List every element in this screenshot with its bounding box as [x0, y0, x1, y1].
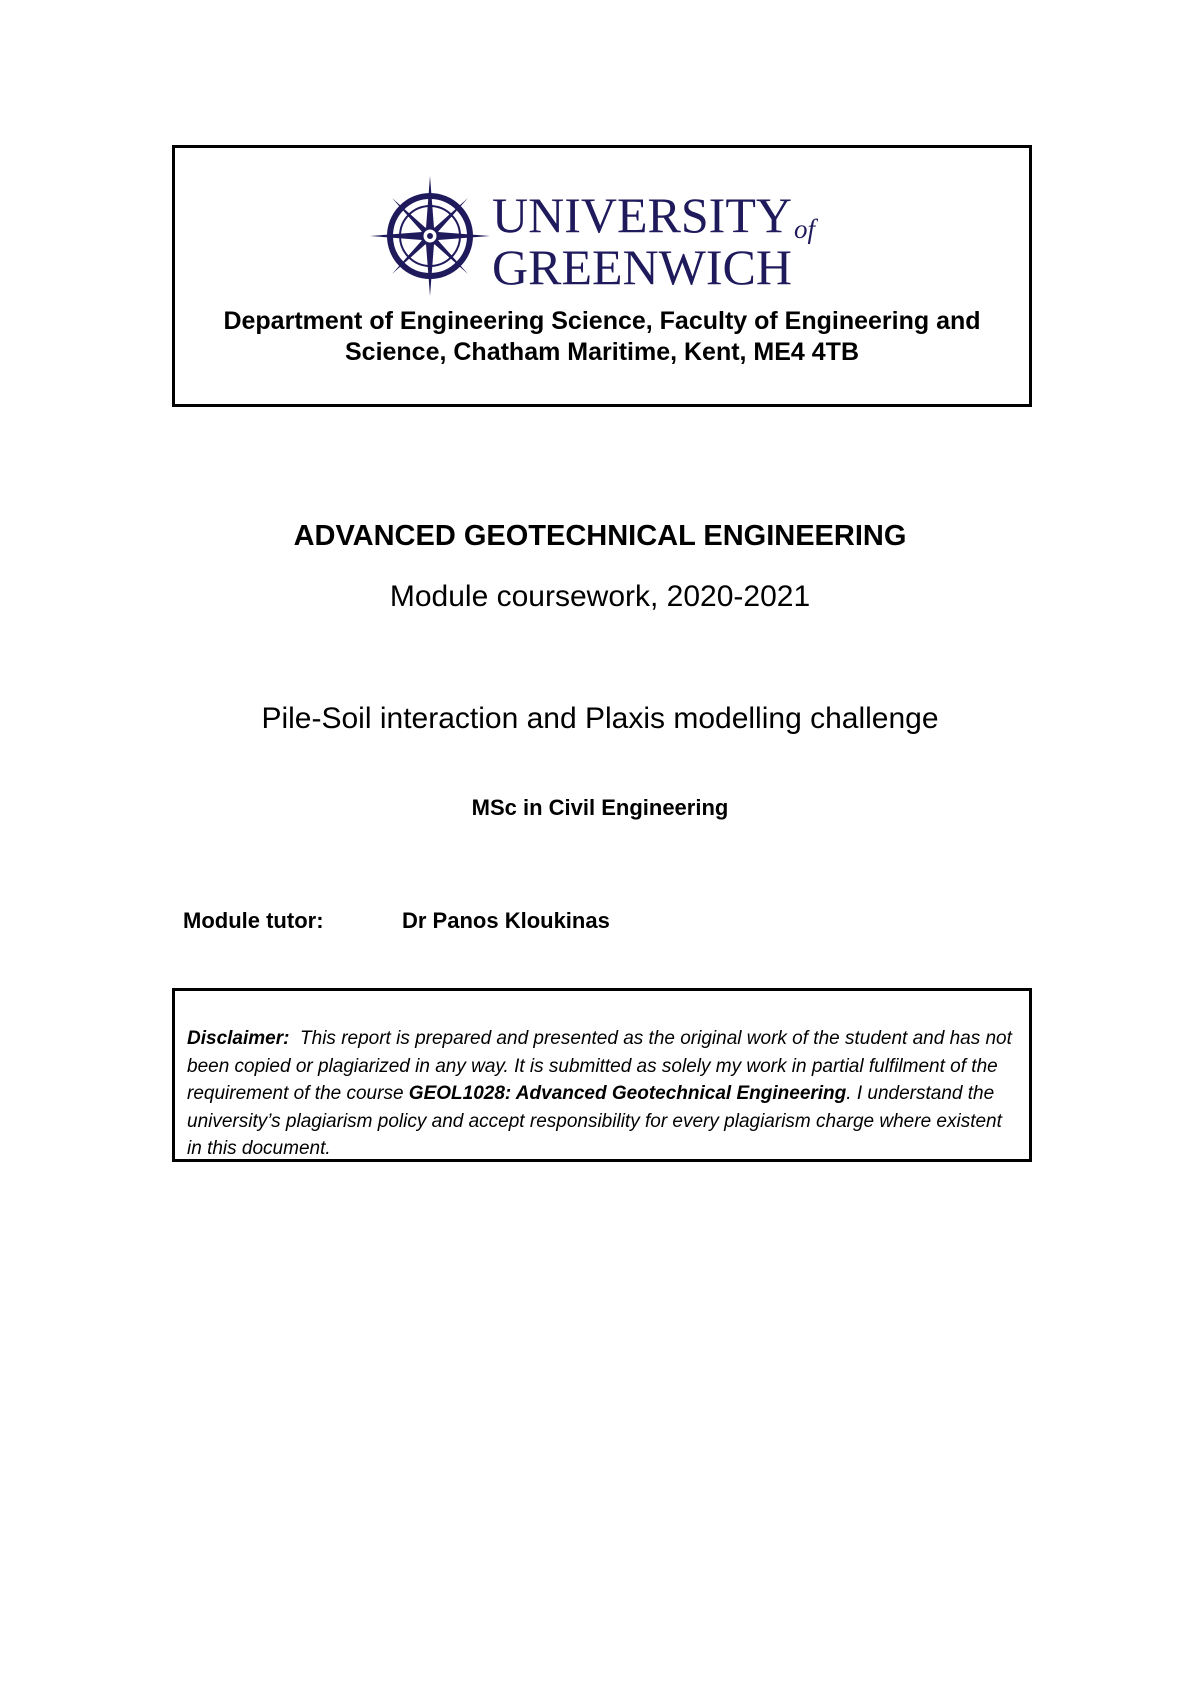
disclaimer-course: GEOL1028: Advanced Geotechnical Engineering — [408, 1083, 847, 1104]
programme-name: MSc in Civil Engineering — [471, 795, 729, 820]
department-address: Department of Engineering Science, Faculty of Engineering and Science, Chatham Maritime, Kent, ME4 4TB — [223, 307, 981, 366]
logo-university-text: UNIVERSITY — [492, 187, 792, 243]
tutor-name: Dr Panos Kloukinas — [402, 908, 610, 933]
compass-rose-emblem-icon — [370, 176, 490, 296]
logo-of-text: of — [794, 214, 816, 244]
coursework-year: Module coursework, 2020-2021 — [389, 580, 811, 613]
header-box — [172, 145, 1032, 407]
tutor-label: Module tutor: — [183, 908, 324, 933]
logo-greenwich-text: GREENWICH — [492, 239, 792, 295]
module-title: ADVANCED GEOTECHNICAL ENGINEERING — [293, 520, 907, 552]
university-logo — [370, 176, 830, 296]
disclaimer-box — [172, 988, 1032, 1162]
disclaimer-label: Disclaimer: — [187, 1028, 290, 1049]
disclaimer-text-part1: This report is prepared and presented as the original work of the student and has not been copied or plagiarized in any way. It is submitted as solely my work in partial fulfilment of the requirement of the course — [187, 1028, 1012, 1104]
coursework-topic: Pile-Soil interaction and Plaxis modelling challenge — [261, 702, 939, 735]
disclaimer-text-part2: . I understand the university’s plagiarism policy and accept responsibility for every plagiarism charge where existent in this document. — [187, 1083, 1002, 1159]
